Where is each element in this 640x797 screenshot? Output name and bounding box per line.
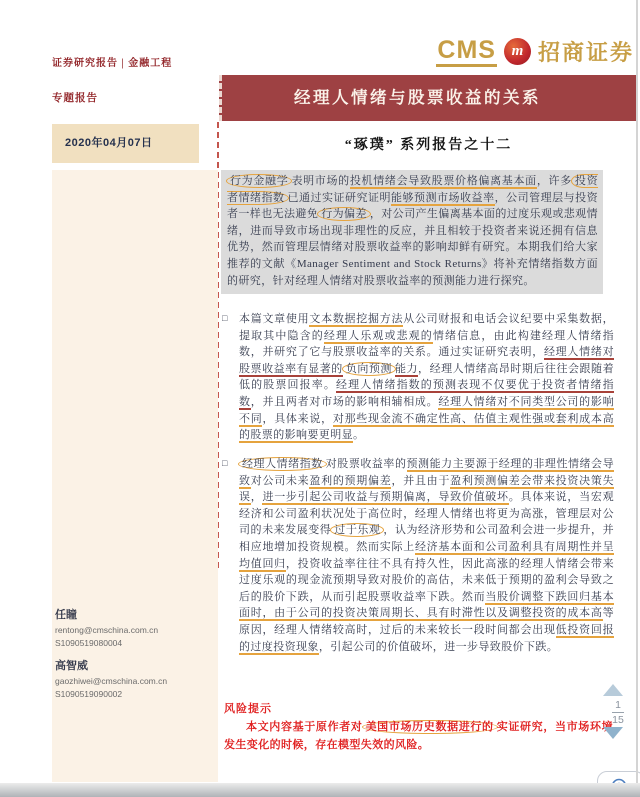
annotated-text-segment: 能力	[394, 362, 419, 375]
annotated-text-segment: 当股价调整下跌回归基本面时，由于公司的投资决策周期长、具有时滞性以及调整投资的成本高	[239, 590, 614, 620]
cms-logo-text: CMS	[436, 37, 497, 67]
text-segment: 对公司未来	[250, 474, 310, 487]
annotated-text-segment: 投资者情绪指数	[227, 175, 599, 204]
page-indicator	[601, 699, 635, 726]
annotated-text-segment: 经理人情绪对股票收益率有显著的	[239, 346, 614, 375]
analyst-email: gaozhiwei@cmschina.com.cn	[55, 676, 168, 686]
text-segment: 。	[353, 429, 365, 442]
cms-logo	[436, 36, 634, 67]
analyst-license-number: S1090519090002	[55, 688, 123, 699]
fraction-divider	[612, 712, 624, 713]
bullet-square-icon: □	[222, 313, 228, 323]
report-date-box	[52, 124, 199, 163]
bullet-square-icon: □	[222, 458, 228, 468]
text-segment: ，公司管理层与投资者一样也无法避免	[227, 191, 598, 221]
text-segment: 已通过实证研究证明	[287, 191, 392, 204]
text-segment: 实证研究，当市场环境发生变化的时候，存在模型失效的风险。	[224, 721, 613, 751]
text-segment: ，具体来说，	[262, 412, 333, 425]
total-page-count: 15	[612, 714, 624, 726]
annotated-text-segment: 低投资回报的过度投资现象	[239, 623, 614, 653]
annotated-text-segment: 过于乐观	[330, 523, 384, 537]
text-segment: ，认为经济形势和公司盈利会进一步提升，并相应地增加投资规模。然而实际上	[239, 524, 614, 553]
text-segment: ，对公司产生偏离基本面的过度乐观或悲观情绪，进而导致市场出现非理性的反应，并且相较于投资者来说还拥有信息优势，然而管理层情绪对股票收益率的影响却鲜有研究。本期我们给大家推荐的文献《Manager Sentiment and Stock Returns》将补充情绪指数方面的研究，针对经理人情绪对股票收益率的预测能力进行探究。	[227, 208, 598, 287]
report-classification: 证券研究报告 | 金融工程	[52, 58, 173, 69]
analyst-email: rentong@cmschina.com.cn	[55, 625, 159, 635]
text-segment: 表明市场的	[291, 175, 350, 187]
text-segment: ，经理人情绪高昂时期后往往会跟随着低的股票回报率。	[239, 362, 614, 392]
annotated-text-segment: 美国市场历史数据进行的	[362, 720, 498, 734]
cms-brand-name: 招商证券	[537, 40, 634, 65]
key-point-2-text	[239, 456, 614, 655]
text-segment: ，许多	[536, 175, 572, 187]
page-up-arrow-icon[interactable]	[603, 684, 623, 696]
page-edge-line	[636, 0, 638, 797]
annotated-text-segment: 预测能力主要源于经理的非理性情绪会导致	[239, 458, 614, 487]
text-segment: 情绪信息，由此构建经理人情绪指数，并研究了它与股票收益率的关系。通过实证研究表明，	[239, 329, 614, 359]
report-title: 经理人情绪与股票收益的关系	[294, 88, 541, 107]
annotated-text-segment: 经理人乐观或悲观的	[323, 329, 433, 342]
text-segment: 从公司财报和电话会议纪要中采集数据，提取其中隐含的	[239, 313, 615, 342]
report-series-subtitle: “琢璞” 系列报告之十二	[344, 138, 513, 153]
text-segment: 。具体来说，当宏观经济和公司盈利状况处于高位时，经理人情绪也将更为高涨，管理层对公司的未来发展变得	[239, 491, 614, 537]
analyst-license-number: S1090519080004	[55, 637, 123, 648]
risk-warning-text	[224, 719, 613, 754]
text-segment: 等原因，经理人情绪较高时，过后的未来较长一段时间都会出现	[239, 607, 614, 636]
annotated-text-segment: 经济基本面和公司盈利具有周期性并呈均值回归	[239, 540, 614, 570]
annotated-text-segment: 经理人情绪指数	[238, 457, 327, 471]
abstract-paragraph	[221, 170, 603, 294]
annotated-text-segment: 负向预测	[342, 362, 396, 376]
report-title-band	[219, 75, 638, 121]
text-segment: ，引起公司的价值破坏，进一步导致股价下跌。	[318, 640, 559, 653]
annotated-text-segment: 投机情绪会导致股票价格偏离基本面	[349, 175, 537, 187]
annotated-text-segment: 文本数据挖掘方法	[309, 313, 404, 325]
annotated-text-segment: 行为金融学	[226, 174, 292, 188]
key-point-1-text	[239, 311, 614, 444]
text-segment: ，	[250, 491, 263, 504]
risk-warning-heading: 风险提示	[224, 703, 272, 715]
page-bottom-shadow	[0, 783, 640, 797]
analyst-entry	[55, 657, 215, 700]
annotated-text-segment: 经理人情绪对不同类型公司的影响不同	[239, 395, 615, 425]
key-point-2	[222, 456, 614, 655]
annotated-text-segment: 盈利的预期偏差	[309, 474, 392, 487]
text-segment: 本篇文章使用	[239, 313, 310, 325]
page-down-arrow-icon[interactable]	[603, 727, 623, 739]
report-date: 2020年04月07日	[65, 137, 153, 149]
annotated-text-segment: 行为偏差	[317, 207, 371, 221]
annotated-text-segment: 经理人情绪指数的预测表现不仅要优于投资者情绪指数	[239, 379, 615, 408]
text-segment: ，并且由于	[391, 474, 451, 487]
report-kind-label: 专题报告	[52, 93, 98, 104]
text-segment: 对股票收益率的	[325, 458, 407, 470]
annotated-text-segment: 进一步引起公司收益与预期偏离，导致价值破坏	[262, 491, 509, 504]
analyst-list	[55, 606, 215, 708]
analyst-name: 高智威	[55, 660, 88, 672]
annotated-text-segment: 对那些现金流不确定性高、估值主观性强或套利成本高的股票的影响要更明显	[239, 412, 614, 442]
cms-logo-badge-icon: m	[504, 38, 531, 65]
analyst-entry	[55, 606, 215, 649]
text-segment: ，并且两者对市场的影响相辅相成。	[250, 395, 439, 408]
text-segment: 本文内容基于原作者对	[246, 721, 363, 733]
current-page-number: 1	[615, 699, 621, 711]
text-segment: ，投资收益率往往不具有持久性，因此高涨的经理人情绪会带来过度乐观的现金流预期导致对股价的高估，未来低于预期的盈利会导致之后的股价下跌，从而引起股票收益率下跌。然而	[239, 557, 614, 603]
annotated-text-segment: 能够预测市场收益率	[391, 191, 495, 204]
analyst-name: 任瞳	[55, 609, 77, 621]
key-point-1	[222, 311, 614, 444]
annotated-text-segment: 盈利预测偏差会带来投资决策失误	[239, 474, 614, 504]
